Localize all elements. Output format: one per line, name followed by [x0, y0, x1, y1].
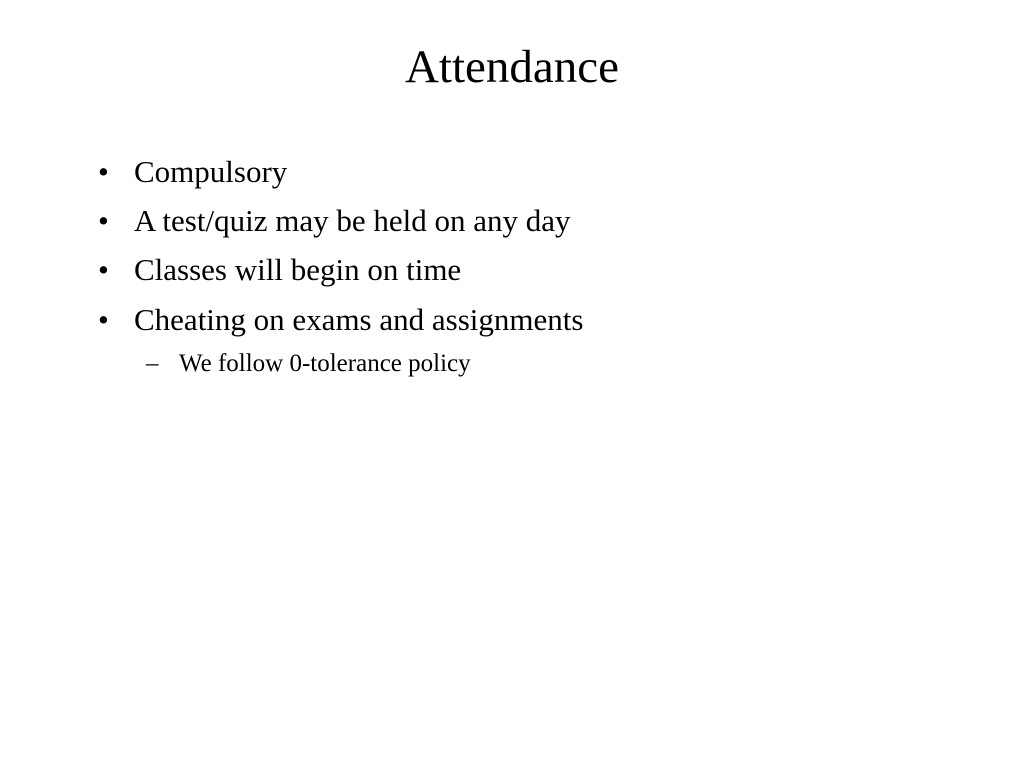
bullet-marker: •	[98, 203, 109, 238]
bullet-marker: •	[98, 302, 109, 337]
bullet-marker: •	[98, 154, 109, 189]
bullet-text: Compulsory	[134, 154, 288, 189]
bullet-text: A test/quiz may be held on any day	[134, 203, 571, 238]
sub-bullet-text: We follow 0-tolerance policy	[179, 350, 471, 377]
bullet-text: Cheating on exams and assignments	[134, 302, 584, 337]
slide-title: Attendance	[404, 41, 619, 93]
bullet-marker: •	[98, 252, 109, 287]
sub-bullet-marker: –	[146, 350, 159, 377]
bullet-text: Classes will begin on time	[134, 252, 462, 287]
